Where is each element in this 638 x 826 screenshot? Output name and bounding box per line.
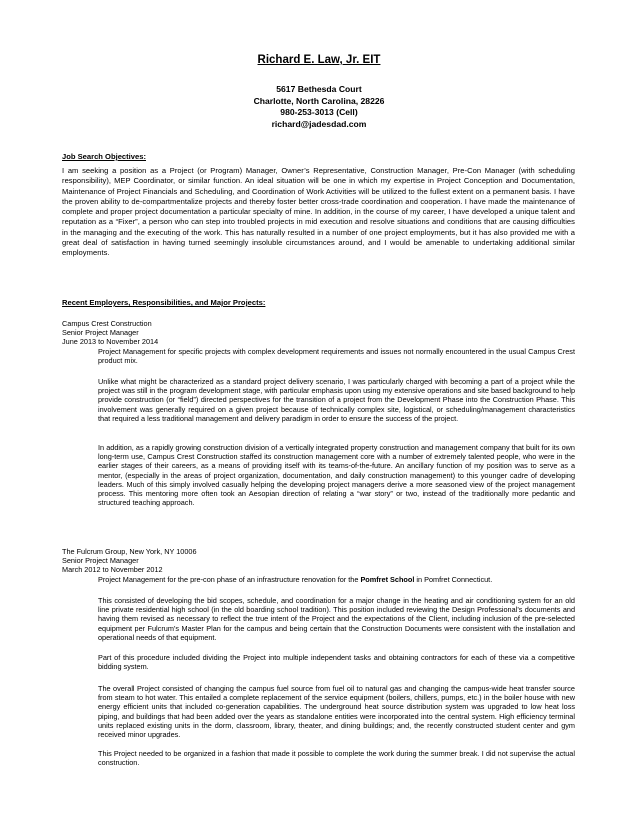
street-address: 5617 Bethesda Court	[276, 84, 362, 94]
candidate-name: Richard E. Law, Jr. EIT	[257, 54, 381, 66]
job-dates: March 2012 to November 2012	[62, 565, 163, 575]
lead-text-end: in Pomfret Connecticut.	[414, 575, 493, 584]
job-paragraph: This Project needed to be organized in a fashion that made it possible to complete the work during the summer break. I did not supervise the actual construction.	[98, 749, 575, 768]
job-paragraph: Part of this procedure included dividing the Project into multiple independent tasks and obtaining contractors for each of these via a competitive bidding system.	[98, 653, 575, 672]
lead-text: Project Management for the pre-con phase of an infrastructure renovation for the	[98, 575, 361, 584]
email-address: richard@jadesdad.com	[271, 118, 367, 129]
school-name: Pomfret School	[360, 575, 415, 584]
objectives-text: I am seeking a position as a Project (or Program) Manager, Owner’s Representative, Construction Manager, Pre-Con Manager (with scheduling responsibility), MEP Coordinator, or similar function. An ideal situation will be one in which my expertise in Project Conception and Documentation, Maintenance of Project Financials and Scheduling, and Coordination of Work Activities will be utilized to the fullest extent on a permanent basis. I have the proven ability to de-compartmentalize projects and thereby foster better cross-trade coordination and cooperation. I have made the maintenance of complete and proper project documentation a particular specialty of mine. In addition, in the course of my career, I have developed a unique talent and reputation as a “Fixer”, a person who can step into troubled projects in mid execution and resolve situations and conditions that are causing difficulties in the managing and the executing of the work. This has naturally resulted in a number of one project employments, but it has also provided me with a great deal of satisfaction in having turned seemingly insoluble circumstances around, and I would be amenable to undertaking additional similar employments.	[62, 166, 575, 258]
employers-heading: Recent Employers, Responsibilities, and Major Projects:	[62, 298, 266, 307]
job-dates: June 2013 to November 2014	[62, 337, 159, 347]
job-paragraph: In addition, as a rapidly growing construction division of a vertically integrated property construction and management company that built for its own long-term use, Campus Crest Construction staffed its construction management core with a number of extremely talented people, who were in the earlier stages of their careers, as a means of providing itself with its teams-of-the-future. An ancillary function of my position was to serve as a mentor, (especially in the areas of project organization, documentation, and daily construction management) to this younger cadre of developing leaders. Much of this simply involved casually helping the developing project managers derive a more seasoned view of the project management process. This mentoring more often took an Aesopian direction of relating a “war story” or two, instead of the traditionally more pedantic and structured teaching approach.	[98, 443, 575, 508]
job-header	[62, 319, 158, 347]
job-paragraph: Unlike what might be characterized as a standard project delivery scenario, I was particularly charged with becoming a part of a project while the project was still in the program development stage, with particular emphasis upon using my extensive operations and site based background to help provide construction (or “field”) directed perspectives for the transition of a project from the Development Phase into the Construction Phase. This involvement was generally required on a given project because of technically complex site, logistical, or scheduling/management characteristics that required a less traditional management and delivery paradigm in order to ensure the success of the project.	[98, 377, 575, 423]
objectives-heading: Job Search Objectives:	[62, 152, 146, 161]
job-header	[62, 547, 197, 575]
contact-block	[0, 84, 638, 130]
phone-number: 980-253-3013 (Cell)	[280, 107, 358, 118]
job-paragraph: The overall Project consisted of changing the campus fuel source from fuel oil to natural gas and changing the campus-wide heat transfer source from steam to hot water. This entailed a complete replacement of the service equipment (boilers, chillers, pumps, etc.) in the boiler house with new energy efficient units that included co-generation capabilities. The underground heat source distribution system was upgraded to low heat loss piping, and buildings that had been added over the years as standalone entities were incorporated into the central system. High efficiency terminal units replaced existing units in the dorm, classroom, library, theater, and dining buildings; and, the recently constructed student center and gym received minor upgrades.	[98, 684, 575, 740]
job-title: Senior Project Manager	[62, 328, 139, 338]
job-lead-paragraph	[98, 575, 575, 584]
city-state-zip: Charlotte, North Carolina, 28226	[253, 95, 385, 106]
job-title: Senior Project Manager	[62, 556, 139, 566]
company-name: The Fulcrum Group, New York, NY 10006	[62, 547, 197, 556]
job-paragraph: Project Management for specific projects with complex development requirements and issues not normally encountered in the usual Campus Crest product mix.	[98, 347, 575, 366]
company-name: Campus Crest Construction	[62, 319, 152, 328]
job-paragraph: This consisted of developing the bid scopes, schedule, and coordination for a major change in the heating and air conditioning system for an old line private residential high school (in the old boarding school tradition). This position included reviewing the Design Professional’s documents and having them revised as necessary to reflect the true intent of the Project and the expectations of the Client, including inclusion of the pre-selected equipment per Fulcrum’s Master Plan for the campus and being certain that the Construction Documents were consistent with the installation and operational needs of that equipment.	[98, 596, 575, 642]
